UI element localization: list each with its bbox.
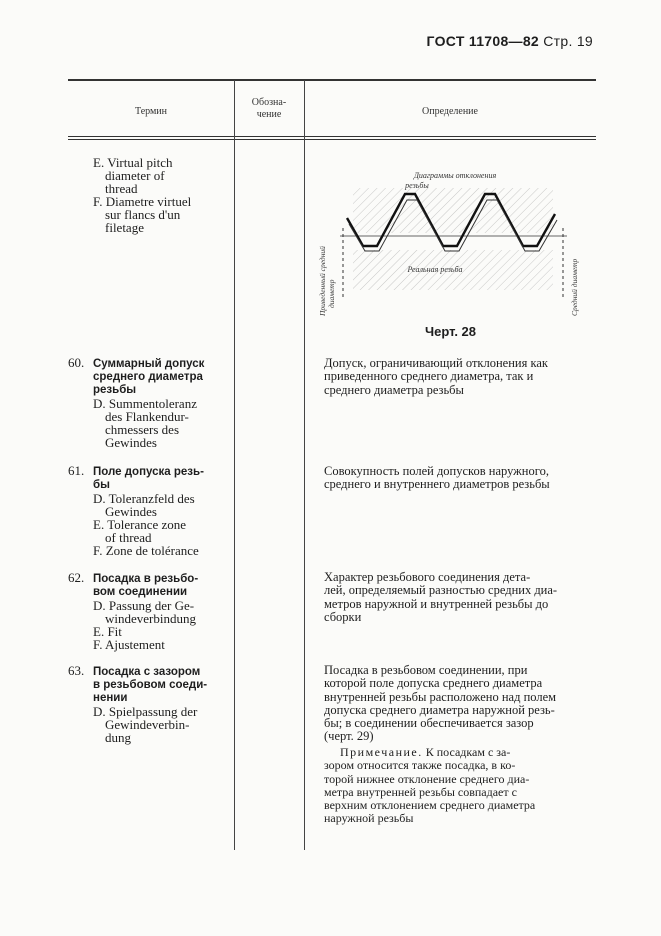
column-header-designation-1: Обозна-	[251, 97, 287, 108]
term-line: Gewindes	[105, 435, 157, 450]
entry-63-term	[68, 664, 234, 744]
term-line: chmessers des	[105, 422, 180, 437]
term-line: E. Tolerance zone	[93, 517, 187, 532]
definition-line: лей, определяемый разностью средних диа-	[324, 583, 558, 598]
note-line: К посадкам с за-	[422, 745, 511, 759]
entry-61-term	[68, 464, 234, 557]
figure-label-virtual-diameter-2: диаметр	[327, 279, 336, 308]
figure-label-virtual-diameter: Приведенный средний	[318, 246, 327, 316]
term-line: sur flancs d'un	[105, 207, 181, 222]
definition-line: Характер резьбового соединения дета-	[324, 570, 531, 584]
figure-caption: Черт. 28	[424, 324, 477, 339]
term-line: Gewindeverbin-	[105, 717, 190, 732]
term-line: E. Virtual pitch	[93, 155, 173, 170]
column-divider-1	[234, 80, 235, 850]
page-header	[427, 33, 593, 49]
term-line: F. Zone de tolérance	[93, 543, 199, 558]
entry-number: 63.	[68, 663, 85, 678]
entry-61-definition	[324, 465, 596, 492]
note-line: торой нижнее отклонение среднего диа-	[324, 771, 530, 786]
upper-hatch-area	[353, 188, 553, 233]
page-number: Стр. 19	[543, 33, 593, 49]
column-header-designation-2: чение	[256, 109, 282, 120]
note-line: верхним отклонением среднего диаметра	[324, 798, 536, 813]
entry-60-definition	[324, 357, 596, 397]
term-ru: нении	[93, 692, 128, 704]
term-line: Gewindes	[105, 504, 157, 519]
figure-label-thread: резьбы	[405, 181, 429, 190]
header-rule-2	[68, 139, 596, 140]
term-ru: Посадка с зазором	[93, 666, 201, 678]
entry-number: 61.	[68, 463, 85, 478]
entry-60-term	[68, 356, 234, 449]
figure-label-pitch-diameter: Средний диаметр	[570, 258, 579, 316]
entry-63-note	[324, 745, 596, 826]
term-line: D. Toleranzfeld des	[93, 491, 195, 506]
definition-line: Посадка в резьбовом соединении, при	[324, 663, 528, 677]
entry-62-definition	[324, 571, 596, 624]
term-line: E. Fit	[93, 624, 122, 639]
entry-59-continuation	[68, 156, 234, 234]
term-line: F. Diametre virtuel	[93, 194, 192, 209]
term-line: F. Ajustement	[93, 637, 165, 652]
term-ru: Поле допуска резь-	[93, 466, 204, 478]
figure-label-deviation: Диаграммы отклонения	[413, 171, 497, 180]
definition-line: приведенного среднего диаметра, так и	[324, 369, 534, 384]
entry-62-term	[68, 571, 234, 651]
definition-line: Совокупность полей допусков наружного,	[324, 464, 549, 478]
table-top-rule	[68, 79, 596, 81]
term-line: of thread	[105, 530, 152, 545]
term-ru: вом соединении	[93, 586, 188, 598]
definition-line: Допуск, ограничивающий отклонения как	[324, 356, 548, 370]
definition-line: которой поле допуска среднего диаметра	[324, 676, 543, 691]
column-header-designation	[234, 97, 304, 121]
entry-number: 60.	[68, 355, 85, 370]
entry-63-definition	[324, 664, 596, 744]
figure-label-real-thread: Реальная резьба	[407, 265, 463, 274]
header-rule-1	[68, 136, 596, 137]
term-ru: резьбы	[93, 384, 137, 396]
thread-diagram	[305, 158, 596, 330]
term-ru: среднего диаметра	[93, 371, 203, 383]
term-ru: Суммарный допуск	[93, 358, 205, 370]
definition-line: внутренней резьбы расположено над полем	[324, 689, 557, 704]
column-header-term: Термин	[134, 106, 168, 117]
term-line: D. Summentoleranz	[93, 396, 197, 411]
column-header-definition: Определение	[422, 106, 478, 117]
term-line: diameter of	[105, 168, 165, 183]
term-line: D. Passung der Ge-	[93, 598, 195, 613]
note-line: метра внутренней резьбы совпадает с	[324, 784, 517, 799]
note-line: зором относится также посадка, в ко-	[324, 758, 516, 773]
term-line: des Flankendur-	[105, 409, 189, 424]
term-line: windeverbindung	[105, 611, 196, 626]
term-ru: в резьбовом соеди-	[93, 679, 208, 691]
term-ru: бы	[93, 479, 110, 491]
definition-line: бы; в соединении обеспечивается зазор	[324, 716, 534, 731]
term-line: dung	[105, 730, 131, 745]
term-line: filetage	[105, 220, 144, 235]
term-line: D. Spielpassung der	[93, 704, 198, 719]
definition-line: среднего и внутреннего диаметров резьбы	[324, 477, 550, 492]
note-title: Примечание.	[340, 745, 423, 759]
definition-line: допуска среднего диаметра наружной резь-	[324, 702, 555, 717]
term-ru: Посадка в резьбо-	[93, 573, 199, 585]
definition-line: метров наружной и внутренней резьбы до	[324, 596, 549, 611]
definition-line: (черт. 29)	[324, 729, 374, 744]
term-line: thread	[105, 181, 138, 196]
note-line: наружной резьбы	[324, 811, 414, 826]
entry-number: 62.	[68, 570, 85, 585]
definition-line: среднего диаметра резьбы	[324, 382, 464, 397]
standard-code: ГОСТ 11708—82	[426, 33, 540, 49]
definition-line: сборки	[324, 609, 362, 624]
